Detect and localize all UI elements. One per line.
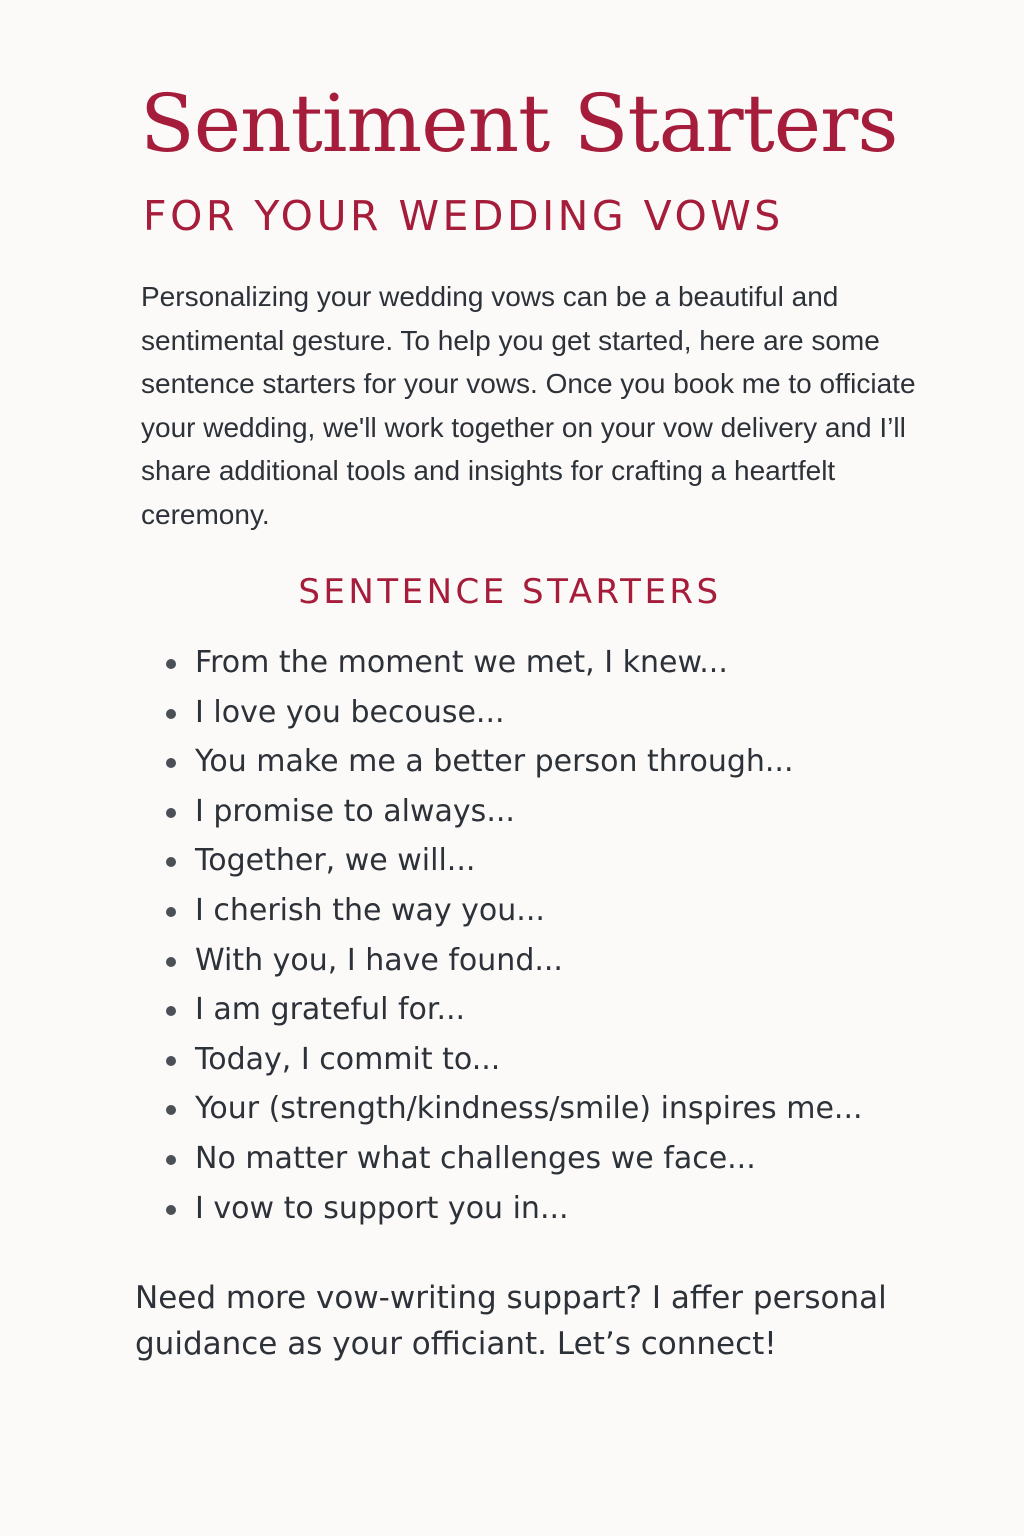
bullet-icon	[166, 1056, 176, 1066]
list-item-text: I cherish the way you...	[195, 892, 545, 928]
list-item	[160, 938, 980, 988]
list-item	[160, 1186, 980, 1236]
list-item-text: I vow to support you in...	[195, 1190, 569, 1226]
list-item-text: Today, I commit to...	[195, 1041, 501, 1077]
list-item-text: I am grateful for...	[195, 992, 466, 1028]
list-item	[160, 888, 980, 938]
list-item-text: No matter what challenges we face...	[195, 1140, 756, 1176]
list-item	[160, 987, 980, 1037]
bullet-icon	[166, 1006, 176, 1016]
intro-paragraph: Personalizing your wedding vows can be a beautiful and sentimental gesture. To help you get started, here are some sentence starters for your vows. Once you book me to officiate your wedding, we'll work together on your vow delivery and I’ll share additional tools and insights for crafting a heartfelt ceremony.	[141, 281, 916, 530]
list-item-text: I love you becouse...	[195, 694, 505, 730]
list-item-text: You make me a better person through...	[195, 744, 794, 780]
list-item	[160, 789, 980, 839]
bullet-icon	[166, 957, 176, 967]
sentence-starters-list	[160, 640, 980, 1235]
list-item-text: I promise to always...	[195, 793, 515, 829]
list-item	[160, 739, 980, 789]
bullet-icon	[166, 659, 176, 669]
bullet-icon	[166, 907, 176, 917]
list-item	[160, 1037, 980, 1087]
bullet-icon	[166, 808, 176, 818]
list-item	[160, 640, 980, 690]
page-subtitle: FOR YOUR WEDDING VOWS	[143, 192, 784, 240]
list-item-text: From the moment we met, I knew...	[195, 645, 728, 680]
bullet-icon	[166, 758, 176, 768]
sentence-starters-heading: SENTENCE STARTERS	[298, 572, 722, 612]
list-item	[160, 1136, 980, 1186]
page-title: Sentiment Starters	[140, 77, 898, 170]
bullet-icon	[166, 857, 176, 867]
bullet-icon	[166, 1155, 176, 1165]
bullet-icon	[166, 1205, 176, 1215]
bullet-icon	[166, 1105, 176, 1115]
list-item	[160, 690, 980, 740]
list-item-text: With you, I have found...	[195, 942, 563, 978]
closing-paragraph: Need more vow-writing suppart? I affer personal guidance as your officiant. Let’s connect!	[135, 1280, 887, 1362]
list-item-text: Your (strength/kindness/smile) inspires me...	[195, 1091, 863, 1127]
bullet-icon	[166, 709, 176, 719]
list-item-text: Together, we will...	[195, 843, 476, 879]
list-item	[160, 838, 980, 888]
list-item	[160, 1086, 980, 1136]
